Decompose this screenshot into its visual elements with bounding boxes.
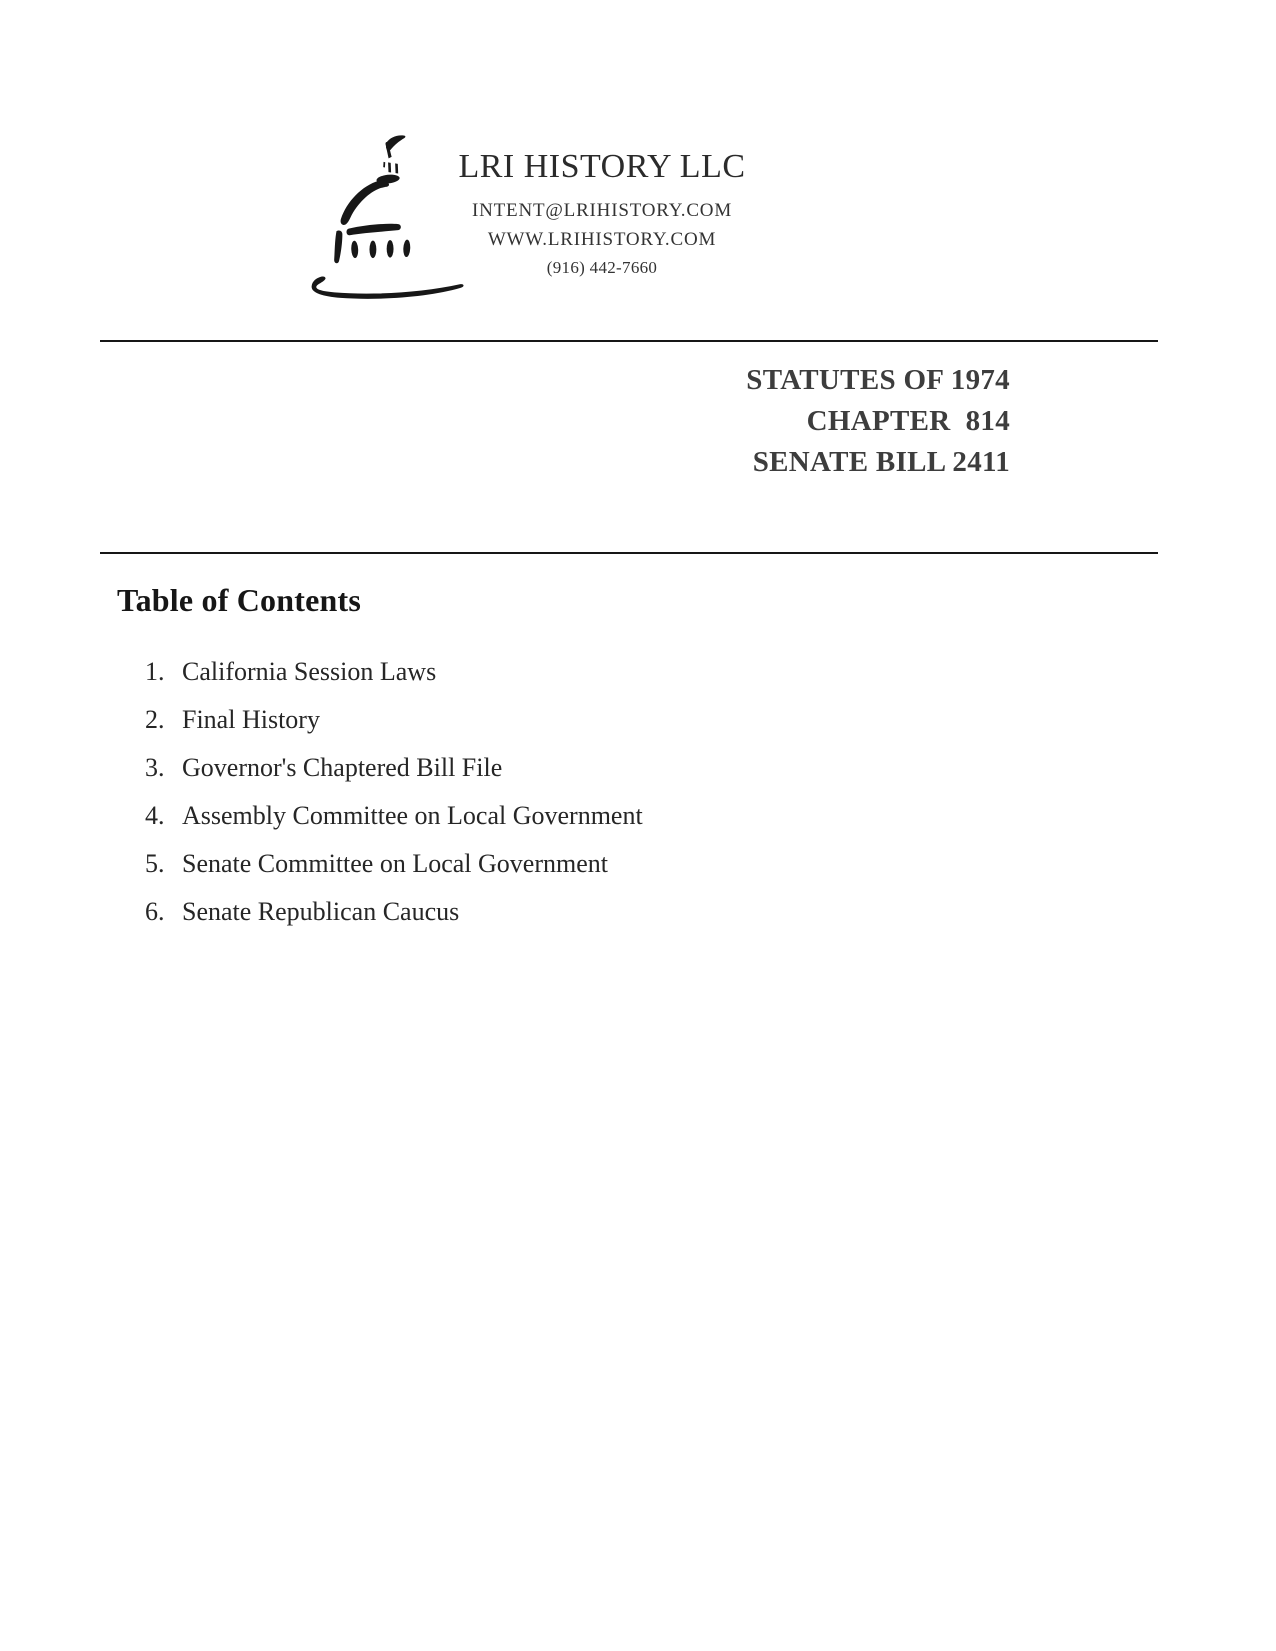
toc-item-label: Assembly Committee on Local Government: [182, 801, 643, 830]
toc-item: [145, 888, 1045, 936]
toc-item-number: 2.: [145, 705, 165, 734]
toc-item: [145, 696, 1045, 744]
phone-number: (916) 442-7660: [546, 258, 658, 277]
toc-item-label: Governor's Chaptered Bill File: [182, 753, 503, 782]
company-name: LRI HISTORY LLC: [458, 148, 746, 185]
toc-item-label: Senate Committee on Local Government: [182, 849, 608, 878]
toc-list: [145, 648, 1045, 936]
letterhead: [402, 148, 802, 283]
divider-line-bottom: [100, 552, 1158, 554]
toc-heading: Table of Contents: [117, 582, 362, 618]
toc-item: [145, 840, 1045, 888]
chapter-line: CHAPTER 814: [806, 405, 1010, 437]
email-address: INTENT@LRIHISTORY.COM: [471, 200, 733, 221]
toc-item: [145, 744, 1045, 792]
senate-bill-line: SENATE BILL 2411: [752, 446, 1010, 478]
toc-item-number: 1.: [145, 657, 165, 686]
toc-item: [145, 648, 1045, 696]
divider-line-top: [100, 340, 1158, 342]
toc-item: [145, 792, 1045, 840]
toc-item-number: 3.: [145, 753, 165, 782]
statute-reference: [746, 360, 1010, 483]
toc-item-label: Senate Republican Caucus: [182, 897, 460, 926]
toc-item-label: California Session Laws: [182, 657, 437, 686]
toc-item-number: 6.: [145, 897, 165, 926]
toc-item-number: 5.: [145, 849, 165, 878]
toc-item-label: Final History: [182, 705, 320, 734]
statutes-year-line: STATUTES OF 1974: [746, 364, 1010, 396]
toc-item-number: 4.: [145, 801, 165, 830]
website-url: WWW.LRIHISTORY.COM: [487, 228, 717, 250]
